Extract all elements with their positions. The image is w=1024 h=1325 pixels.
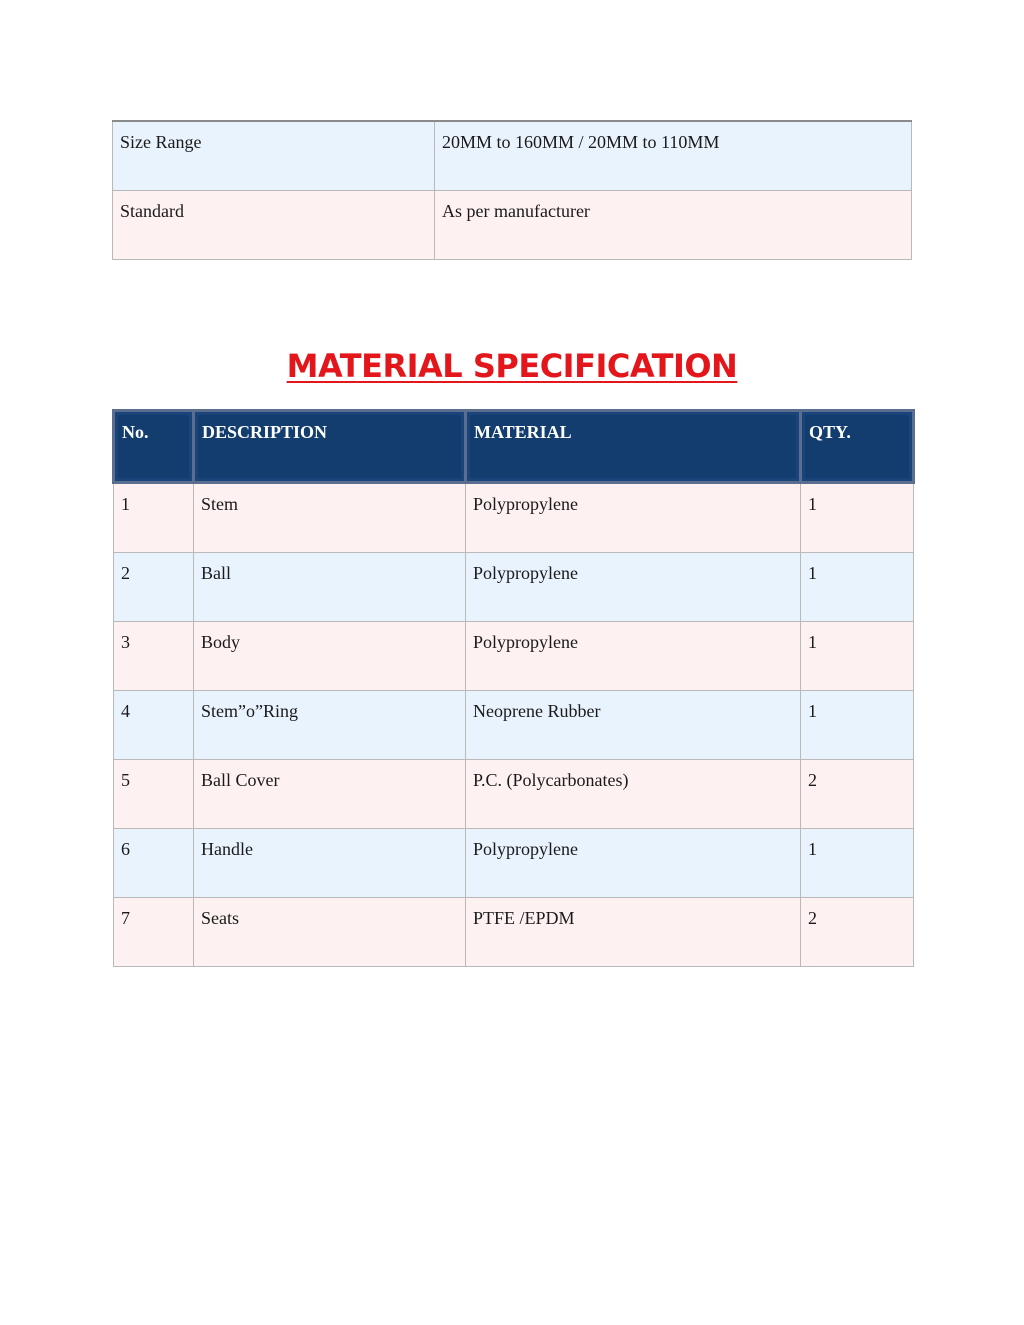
cell-qty: 1 (801, 553, 914, 622)
header-material: MATERIAL (466, 411, 801, 483)
cell-qty: 1 (801, 691, 914, 760)
cell-description: Seats (194, 898, 466, 967)
material-table (112, 409, 915, 967)
table-row (113, 191, 912, 260)
cell-material: Neoprene Rubber (466, 691, 801, 760)
cell-no: 6 (114, 829, 194, 898)
cell-material: Polypropylene (466, 553, 801, 622)
cell-description: Ball (194, 553, 466, 622)
cell-material: Polypropylene (466, 483, 801, 553)
cell-no: 5 (114, 760, 194, 829)
size-range-label: Size Range (113, 121, 435, 191)
cell-description: Handle (194, 829, 466, 898)
header-description: DESCRIPTION (194, 411, 466, 483)
cell-no: 7 (114, 898, 194, 967)
cell-description: Ball Cover (194, 760, 466, 829)
cell-material: PTFE /EPDM (466, 898, 801, 967)
cell-description: Stem”o”Ring (194, 691, 466, 760)
cell-qty: 1 (801, 829, 914, 898)
standard-label: Standard (113, 191, 435, 260)
table-row (114, 898, 914, 967)
cell-qty: 1 (801, 622, 914, 691)
header-no: No. (114, 411, 194, 483)
standard-value: As per manufacturer (435, 191, 912, 260)
table-row (114, 691, 914, 760)
header-qty: QTY. (801, 411, 914, 483)
table-row (114, 553, 914, 622)
table-header-row (114, 411, 914, 483)
table-row (113, 121, 912, 191)
spec-table (112, 120, 912, 260)
table-row (114, 483, 914, 553)
table-row (114, 760, 914, 829)
cell-material: P.C. (Polycarbonates) (466, 760, 801, 829)
cell-qty: 2 (801, 898, 914, 967)
size-range-value: 20MM to 160MM / 20MM to 110MM (435, 121, 912, 191)
section-heading: MATERIAL SPECIFICATION (286, 347, 738, 385)
cell-qty: 1 (801, 483, 914, 553)
cell-description: Body (194, 622, 466, 691)
cell-no: 4 (114, 691, 194, 760)
table-row (114, 829, 914, 898)
cell-no: 1 (114, 483, 194, 553)
cell-material: Polypropylene (466, 829, 801, 898)
cell-qty: 2 (801, 760, 914, 829)
cell-no: 3 (114, 622, 194, 691)
cell-description: Stem (194, 483, 466, 553)
table-row (114, 622, 914, 691)
cell-material: Polypropylene (466, 622, 801, 691)
cell-no: 2 (114, 553, 194, 622)
